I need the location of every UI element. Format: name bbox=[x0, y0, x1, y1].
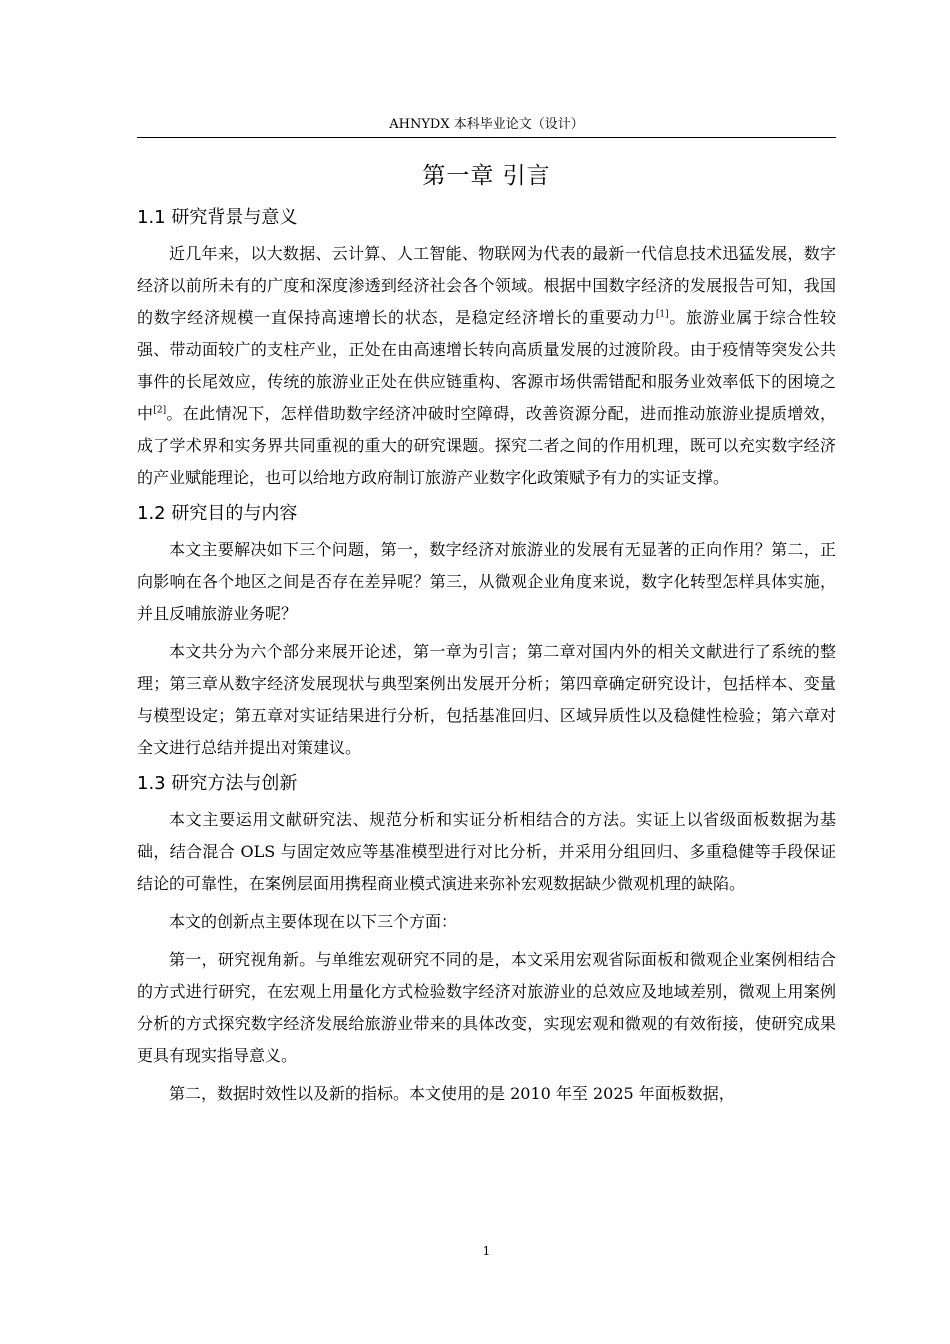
paragraph-methods: 本文主要运用文献研究法、规范分析和实证分析相结合的方法。实证上以省级面板数据为基础，结合混合 OLS 与固定效应等基准模型进行对比分析，并采用分组回归、多重稳健等手段保证结论的可靠性，在案例层面用携程商业模式演进来弥补宏观数据缺少微观机理的缺陷。 bbox=[137, 810, 836, 893]
paragraph-innovation-2: 第二，数据时效性以及新的指标。本文使用的是 2010 年至 2025 年面板数据， bbox=[169, 1084, 735, 1103]
section-title-1-3: 1.3 研究方法与创新 bbox=[137, 773, 298, 794]
section-title-1-2: 1.2 研究目的与内容 bbox=[137, 503, 298, 524]
header-rule bbox=[137, 137, 836, 138]
paragraph-text: 近几年来，以大数据、云计算、人工智能、物联网为代表的最新一代信息技术迅猛发展，数字经济以前所未有的广度和深度渗透到经济社会各个领域。根据中国数字经济的发展报告可知，我国的数字经济规模一直保持高速增长的状态，是稳定经济增长的重要动力 bbox=[137, 244, 836, 327]
running-header: AHNYDX 本科毕业论文（设计） bbox=[389, 117, 584, 132]
paragraph-text: 。旅游业属于综合性较强、带动面较广的支柱产业，正处在由高速增长转向高质量发展的过渡阶段。由于疫情等突发公共事件的长尾效应，传统的旅游业正处在供应链重构、客源市场供需错配和服务业效率低下的困境之中 bbox=[137, 308, 836, 423]
page-content bbox=[137, 150, 836, 1116]
page-number: 1 bbox=[482, 1244, 491, 1258]
paragraph-innovation-intro: 本文的创新点主要体现在以下三个方面： bbox=[169, 912, 458, 931]
section-title-1-1: 1.1 研究背景与意义 bbox=[137, 207, 298, 228]
citation-ref-2[interactable]: [2] bbox=[153, 405, 167, 416]
paragraph-text: 。在此情况下，怎样借助数字经济冲破时空障碍，改善资源分配，进而推动旅游业提质增效，成了学术界和实务界共同重视的重大的研究课题。探究二者之间的作用机理，既可以充实数字经济的产业赋能理论，也可以给地方政府制订旅游产业数字化政策赋予有力的实证支撑。 bbox=[137, 404, 836, 487]
paragraph-structure: 本文共分为六个部分来展开论述，第一章为引言；第二章对国内外的相关文献进行了系统的整理；第三章从数字经济发展现状与典型案例出发展开分析；第四章确定研究设计，包括样本、变量与模型设定；第五章对实证结果进行分析，包括基准回归、区域异质性以及稳健性检验；第六章对全文进行总结并提出对策建议。 bbox=[137, 642, 836, 757]
paragraph-innovation-1: 第一，研究视角新。与单维宏观研究不同的是，本文采用宏观省际面板和微观企业案例相结合的方式进行研究，在宏观上用量化方式检验数字经济对旅游业的总效应及地域差别，微观上用案例分析的方式探究数字经济发展给旅游业带来的具体改变，实现宏观和微观的有效衔接，使研究成果更具有现实指导意义。 bbox=[137, 950, 836, 1065]
chapter-title: 第一章 引言 bbox=[422, 163, 551, 189]
citation-ref-1[interactable]: [1] bbox=[655, 309, 669, 320]
paragraph-research-questions: 本文主要解决如下三个问题，第一，数字经济对旅游业的发展有无显著的正向作用？第二，正向影响在各个地区之间是否存在差异呢？第三，从微观企业角度来说，数字化转型怎样具体实施，并且反哺旅游业务呢？ bbox=[137, 540, 836, 623]
paragraph-background bbox=[137, 238, 836, 494]
